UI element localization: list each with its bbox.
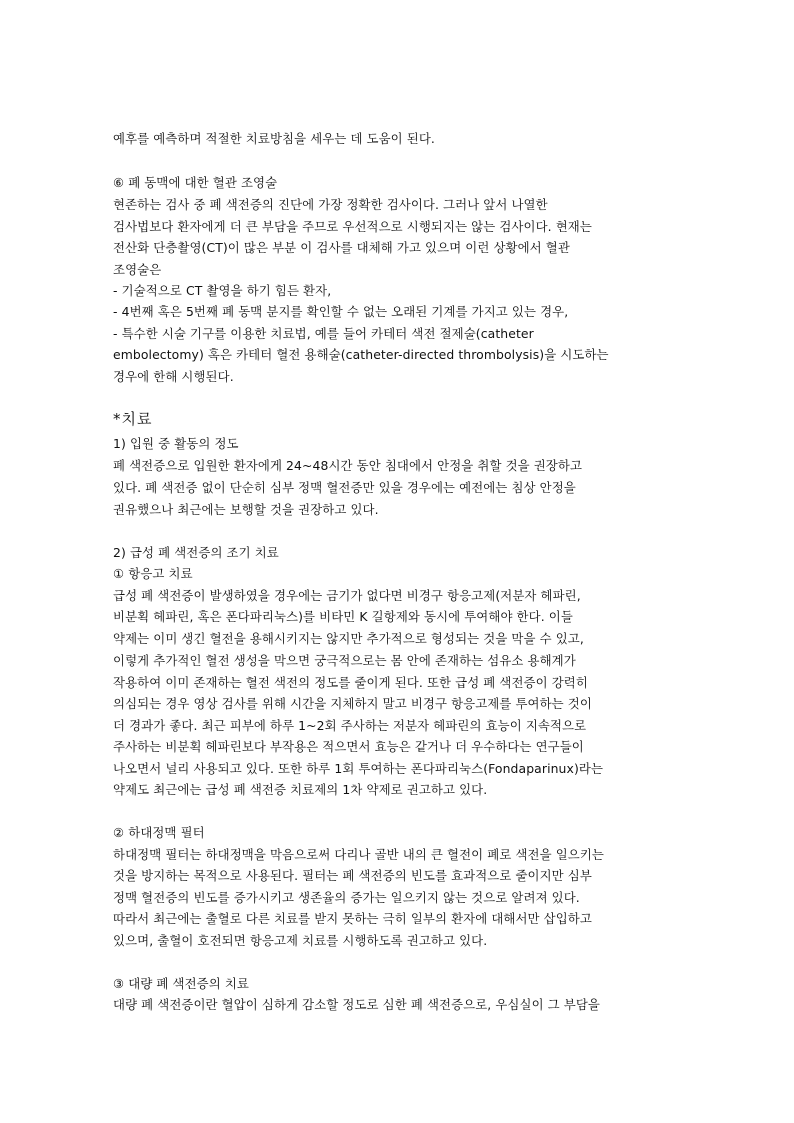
- section-heading-treatment: *치료: [113, 410, 153, 428]
- list-item: - 기술적으로 CT 촬영을 하기 힘든 환자,: [113, 283, 332, 298]
- text-line: 약제는 이미 생긴 혈전을 용해시키지는 않지만 추가적으로 형성되는 것을 막을 수 있고,: [113, 631, 584, 646]
- text-line: 따라서 최근에는 출혈로 다른 치료를 받지 못하는 극히 일부의 환자에 대해서만 삽입하고: [113, 911, 592, 926]
- list-item: - 4번째 혹은 5번째 폐 동맥 분지를 확인할 수 없는 오래된 기계를 가지고 있는 경우,: [113, 304, 569, 319]
- text-line: 급성 폐 색전증이 발생하였을 경우에는 금기가 없다면 비경구 항응고제(저분자 헤파린,: [113, 588, 581, 603]
- section-heading-massive-pe: ③ 대량 폐 색전증의 치료: [113, 976, 249, 991]
- section-heading-ivc-filter: ② 하대정맥 필터: [113, 825, 205, 840]
- text-line: 의심되는 경우 영상 검사를 위해 시간을 지체하지 말고 비경구 항응고제를 투여하는 것이: [113, 696, 592, 711]
- text-line: 더 경과가 좋다. 최근 피부에 하루 1~2회 주사하는 저분자 헤파린의 효능이 지속적으로: [113, 718, 587, 733]
- text-line: 있다. 폐 색전증 없이 단순히 심부 정맥 혈전증만 있을 경우에는 예전에는 침상 안정을: [113, 480, 576, 495]
- text-line: 비분획 헤파린, 혹은 폰다파리눅스)를 비타민 K 길항제와 동시에 투여해야 한다. 이들: [113, 609, 573, 624]
- text-line: 조영술은: [113, 262, 162, 277]
- text-line: embolectomy) 혹은 카테터 혈전 용해술(catheter-directed thrombolysis)을 시도하는: [113, 347, 609, 362]
- text-line: 있으며, 출혈이 호전되면 항응고제 치료를 시행하도록 권고하고 있다.: [113, 933, 488, 948]
- text-line: 나오면서 널리 사용되고 있다. 또한 하루 1회 투여하는 폰다파리눅스(Fondaparinux)라는: [113, 761, 604, 776]
- text-line: 권유했으나 최근에는 보행할 것을 권장하고 있다.: [113, 502, 379, 517]
- text-line: 전산화 단층촬영(CT)이 많은 부분 이 검사를 대체해 가고 있으며 이런 상황에서 혈관: [113, 240, 570, 255]
- text-line: 하대정맥 필터는 하대정맥을 막음으로써 다리나 골반 내의 큰 혈전이 폐로 색전을 일으키는: [113, 847, 604, 862]
- subsection-heading: 1) 입원 중 활동의 정도: [113, 436, 239, 451]
- text-line: 것을 방지하는 목적으로 사용된다. 필터는 폐 색전증의 빈도를 효과적으로 줄이지만 심부: [113, 868, 592, 883]
- list-item: - 특수한 시술 기구를 이용한 치료법, 예를 들어 카테터 색전 절제술(catheter: [113, 326, 534, 341]
- text-line: 정맥 혈전증의 빈도를 증가시키고 생존율의 증가는 일으키지 않는 것으로 알려져 있다.: [113, 890, 580, 905]
- text-line: 대량 폐 색전증이란 혈압이 심하게 감소할 정도로 심한 폐 색전증으로, 우심실이 그 부담을: [113, 997, 600, 1012]
- subsection-heading: 2) 급성 폐 색전증의 조기 치료: [113, 545, 279, 560]
- text-line: 약제도 최근에는 급성 폐 색전증 치료제의 1차 약제로 권고하고 있다.: [113, 782, 488, 797]
- text-line: 현존하는 검사 중 폐 색전증의 진단에 가장 정확한 검사이다. 그러나 앞서 나열한: [113, 197, 548, 212]
- text-line: 검사법보다 환자에게 더 큰 부담을 주므로 우선적으로 시행되지는 않는 검사이다. 현재는: [113, 219, 592, 234]
- text-line: 예후를 예측하며 적절한 치료방침을 세우는 데 도움이 된다.: [113, 131, 435, 146]
- text-line: 작용하여 이미 존재하는 혈전 색전의 정도를 줄이게 된다. 또한 급성 폐 색전증이 강력히: [113, 675, 588, 690]
- section-heading-anticoagulation: ① 항응고 치료: [113, 566, 193, 581]
- text-line: 폐 색전증으로 입원한 환자에게 24~48시간 동안 침대에서 안정을 취할 것을 권장하고: [113, 458, 583, 473]
- text-line: 경우에 한해 시행된다.: [113, 369, 234, 384]
- text-line: 이렇게 추가적인 혈전 생성을 막으면 궁극적으로는 몸 안에 존재하는 섬유소 용해계가: [113, 653, 576, 668]
- section-heading-angiography: ⑥ 폐 동맥에 대한 혈관 조영술: [113, 175, 278, 190]
- text-line: 주사하는 비분획 헤파린보다 부작용은 적으면서 효능은 같거나 더 우수하다는 연구들이: [113, 739, 584, 754]
